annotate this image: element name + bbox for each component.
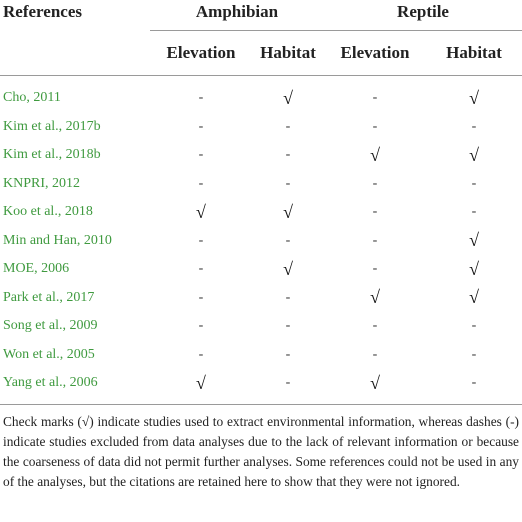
reference-cell[interactable]: Won et al., 2005	[3, 346, 95, 362]
dash-cell: -	[198, 289, 204, 305]
dash-cell: -	[372, 346, 378, 362]
check-mark-cell: √	[283, 87, 293, 108]
table-row	[0, 113, 522, 142]
table-row	[0, 170, 522, 199]
dash-cell: -	[372, 261, 378, 277]
references-header: References	[3, 2, 82, 21]
dash-cell: -	[372, 204, 378, 220]
reference-cell[interactable]: Kim et al., 2018b	[3, 147, 101, 163]
dash-cell: -	[198, 261, 204, 277]
check-mark-cell: √	[283, 258, 293, 279]
reference-cell[interactable]: MOE, 2006	[3, 261, 70, 277]
dash-cell: -	[285, 318, 291, 334]
table-bottom-rule	[0, 404, 522, 405]
dash-cell: -	[471, 175, 477, 191]
dash-cell: -	[198, 318, 204, 334]
reference-cell[interactable]: Min and Han, 2010	[3, 232, 112, 248]
table-row	[0, 341, 522, 370]
dash-cell: -	[471, 318, 477, 334]
check-mark-cell: √	[370, 287, 380, 308]
reptile-habitat-header: Habitat	[446, 43, 502, 62]
dash-cell: -	[285, 118, 291, 134]
dash-cell: -	[285, 375, 291, 391]
dash-cell: -	[372, 118, 378, 134]
dash-cell: -	[198, 232, 204, 248]
check-mark-cell: √	[469, 87, 479, 108]
dash-cell: -	[198, 90, 204, 106]
dash-cell: -	[198, 346, 204, 362]
amphibian-header: Amphibian	[150, 0, 324, 31]
check-mark-cell: √	[469, 258, 479, 279]
check-mark-cell: √	[196, 372, 206, 393]
dash-cell: -	[471, 346, 477, 362]
table-footnote: Check marks (√) indicate studies used to extract environmental information, whereas dashes (-) indicate studies excluded from data analyses due to the lack of relevant information or because the coarseness of data did not permit further analyses. Some references could not be used in any of the analyses, but the citations are retained here to show that they were not ignored.	[3, 414, 519, 489]
reference-cell[interactable]: Park et al., 2017	[3, 289, 95, 305]
dash-cell: -	[285, 232, 291, 248]
dash-cell: -	[372, 90, 378, 106]
dash-cell: -	[285, 147, 291, 163]
reference-cell[interactable]: KNPRI, 2012	[3, 175, 81, 191]
table-row	[0, 255, 522, 284]
dash-cell: -	[285, 175, 291, 191]
check-mark-cell: √	[283, 201, 293, 222]
dash-cell: -	[198, 175, 204, 191]
check-mark-cell: √	[196, 201, 206, 222]
dash-cell: -	[372, 232, 378, 248]
dash-cell: -	[372, 318, 378, 334]
reptile-elevation-header: Elevation	[340, 43, 410, 62]
dash-cell: -	[285, 346, 291, 362]
dash-cell: -	[198, 147, 204, 163]
dash-cell: -	[285, 289, 291, 305]
amphibian-habitat-header: Habitat	[260, 43, 316, 62]
amphibian-elevation-header: Elevation	[166, 43, 236, 62]
reference-cell[interactable]: Song et al., 2009	[3, 318, 98, 334]
table-row	[0, 284, 522, 313]
reptile-header: Reptile	[324, 0, 522, 31]
dash-cell: -	[471, 118, 477, 134]
dash-cell: -	[471, 204, 477, 220]
check-mark-cell: √	[469, 230, 479, 251]
reference-cell[interactable]: Yang et al., 2006	[3, 375, 98, 391]
dash-cell: -	[198, 118, 204, 134]
table-row	[0, 198, 522, 227]
table-row	[0, 312, 522, 341]
reference-cell[interactable]: Koo et al., 2018	[3, 204, 93, 220]
dash-cell: -	[471, 375, 477, 391]
check-mark-cell: √	[370, 144, 380, 165]
table-row	[0, 227, 522, 256]
table-row	[0, 369, 522, 398]
table-row	[0, 141, 522, 170]
table-row	[0, 76, 522, 113]
check-mark-cell: √	[469, 144, 479, 165]
reference-cell[interactable]: Kim et al., 2017b	[3, 118, 101, 134]
check-mark-cell: √	[370, 372, 380, 393]
table-body	[0, 76, 522, 398]
dash-cell: -	[372, 175, 378, 191]
check-mark-cell: √	[469, 287, 479, 308]
reference-cell[interactable]: Cho, 2011	[3, 90, 61, 106]
header-row-groups	[0, 0, 522, 31]
